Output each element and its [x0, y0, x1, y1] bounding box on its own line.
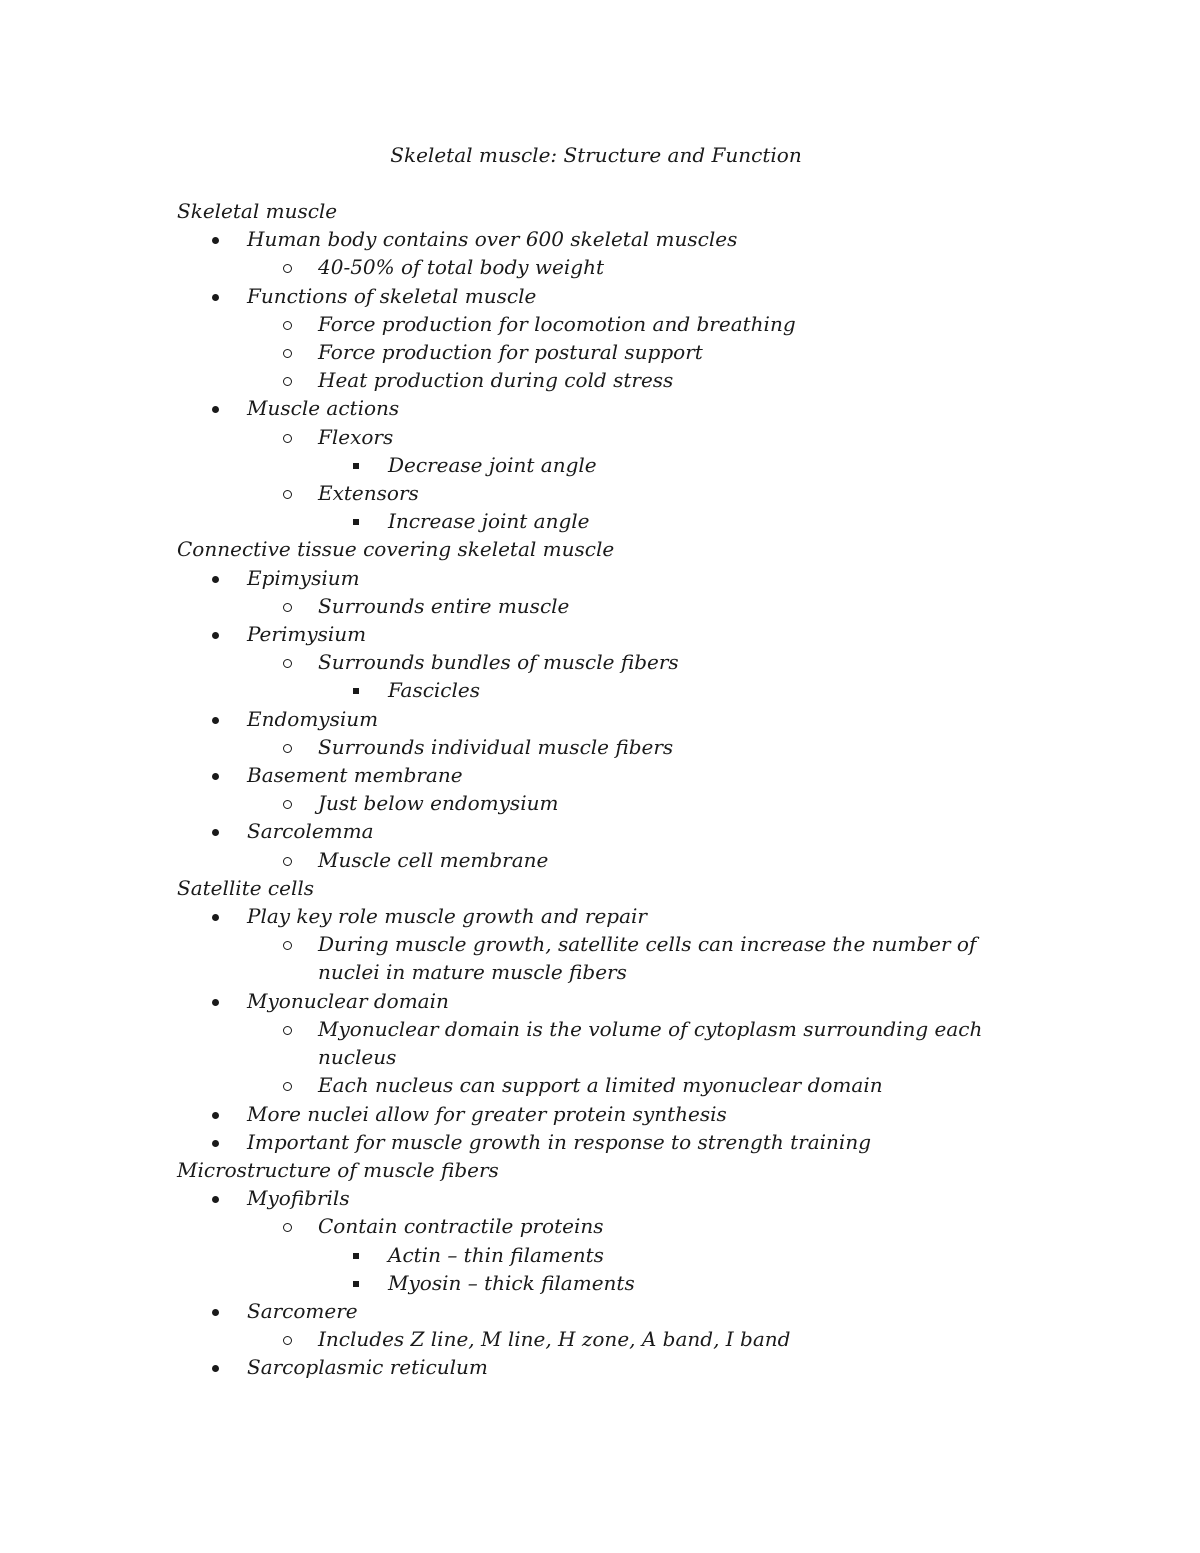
outline [177, 197, 1037, 1382]
item-text: Myonuclear domain is the volume of cytoplasm surrounding each nucleus [318, 1016, 983, 1070]
item-text: Myosin – thick filaments [388, 1270, 635, 1295]
item-text: Just below endomysium [318, 791, 559, 816]
list-item [177, 817, 1037, 845]
section-heading [177, 535, 1037, 563]
bullet-dot-icon [212, 914, 219, 921]
list-item [177, 394, 1037, 422]
square-bullet-icon [353, 463, 359, 469]
square-bullet-icon [353, 1281, 359, 1287]
hollow-circle-bullet-icon [283, 321, 292, 330]
hollow-circle-bullet-icon [283, 349, 292, 358]
item-text: Each nucleus can support a limited myonuclear domain [318, 1073, 883, 1098]
list-item [177, 282, 1037, 310]
item-text: Human body contains over 600 skeletal muscles [247, 227, 738, 252]
item-text: Actin – thin filaments [388, 1242, 604, 1267]
list-item [177, 592, 1037, 620]
bullet-dot-icon [212, 1309, 219, 1316]
item-text: Endomysium [247, 706, 379, 731]
item-text: Basement membrane [247, 763, 463, 788]
hollow-circle-bullet-icon [283, 1082, 292, 1091]
list-item [177, 253, 1037, 281]
list-item [177, 620, 1037, 648]
hollow-circle-bullet-icon [283, 941, 292, 950]
item-text: Important for muscle growth in response to strength training [247, 1129, 872, 1154]
item-text: More nuclei allow for greater protein synthesis [247, 1101, 727, 1126]
list-item [177, 366, 1037, 394]
item-text: Contain contractile proteins [318, 1214, 604, 1239]
hollow-circle-bullet-icon [283, 377, 292, 386]
bullet-dot-icon [212, 1112, 219, 1119]
hollow-circle-bullet-icon [283, 1336, 292, 1345]
item-text: Muscle cell membrane [318, 847, 549, 872]
item-text: Decrease joint angle [388, 452, 597, 477]
bullet-dot-icon [212, 1140, 219, 1147]
item-text: Surrounds entire muscle [318, 593, 570, 618]
item-text: Perimysium [247, 622, 367, 647]
square-bullet-icon [353, 688, 359, 694]
item-text: Epimysium [247, 565, 360, 590]
square-bullet-icon [353, 519, 359, 525]
page-title: Skeletal muscle: Structure and Function [390, 143, 802, 167]
item-text: Includes Z line, M line, H zone, A band, I band [318, 1327, 791, 1352]
bullet-dot-icon [212, 294, 219, 301]
item-text: Satellite cells [177, 875, 315, 900]
hollow-circle-bullet-icon [283, 603, 292, 612]
list-item [177, 1071, 1037, 1099]
list-item [177, 310, 1037, 338]
list-item [177, 423, 1037, 451]
bullet-dot-icon [212, 632, 219, 639]
item-text: 40-50% of total body weight [318, 255, 604, 280]
item-text: Sarcoplasmic reticulum [247, 1355, 488, 1380]
item-text: Surrounds individual muscle fibers [318, 734, 674, 759]
list-item [177, 930, 1037, 986]
bullet-dot-icon [212, 999, 219, 1006]
list-item [177, 1212, 1037, 1240]
hollow-circle-bullet-icon [283, 1223, 292, 1232]
list-item [177, 1241, 1037, 1269]
list-item [177, 789, 1037, 817]
list-item [177, 987, 1037, 1015]
item-text: Extensors [318, 481, 419, 506]
list-item [177, 1100, 1037, 1128]
list-item [177, 1128, 1037, 1156]
item-text: Flexors [318, 424, 394, 449]
item-text: Sarcolemma [247, 819, 374, 844]
item-text: Fascicles [388, 678, 481, 703]
hollow-circle-bullet-icon [283, 264, 292, 273]
list-item [177, 902, 1037, 930]
list-item [177, 1325, 1037, 1353]
item-text: Myonuclear domain [247, 988, 449, 1013]
item-text: Connective tissue covering skeletal muscle [177, 537, 615, 562]
hollow-circle-bullet-icon [283, 800, 292, 809]
item-text: Myofibrils [247, 1186, 350, 1211]
hollow-circle-bullet-icon [283, 490, 292, 499]
bullet-dot-icon [212, 576, 219, 583]
list-item [177, 846, 1037, 874]
item-text: Sarcomere [247, 1298, 358, 1323]
item-text: Force production for locomotion and breathing [318, 311, 796, 336]
section-heading [177, 874, 1037, 902]
list-item [177, 338, 1037, 366]
item-text: During muscle growth, satellite cells can increase the number of nuclei in mature muscle fibers [318, 932, 977, 985]
list-item [177, 507, 1037, 535]
bullet-dot-icon [212, 1365, 219, 1372]
square-bullet-icon [353, 1253, 359, 1259]
section-heading [177, 1156, 1037, 1184]
item-text: Surrounds bundles of muscle fibers [318, 650, 679, 675]
bullet-dot-icon [212, 829, 219, 836]
item-text: Increase joint angle [388, 509, 590, 534]
list-item [177, 451, 1037, 479]
list-item [177, 1015, 1037, 1071]
list-item [177, 648, 1037, 676]
item-text: Skeletal muscle [177, 199, 338, 223]
item-text: Force production for postural support [318, 340, 703, 365]
bullet-dot-icon [212, 1196, 219, 1203]
item-text: Heat production during cold stress [318, 368, 674, 393]
bullet-dot-icon [212, 773, 219, 780]
hollow-circle-bullet-icon [283, 659, 292, 668]
bullet-dot-icon [212, 406, 219, 413]
list-item [177, 225, 1037, 253]
item-text: Microstructure of muscle fibers [177, 1157, 499, 1182]
hollow-circle-bullet-icon [283, 857, 292, 866]
bullet-dot-icon [212, 237, 219, 244]
list-item [177, 676, 1037, 704]
section-heading [177, 197, 1037, 225]
list-item [177, 1297, 1037, 1325]
hollow-circle-bullet-icon [283, 1026, 292, 1035]
list-item [177, 564, 1037, 592]
list-item [177, 479, 1037, 507]
hollow-circle-bullet-icon [283, 434, 292, 443]
list-item [177, 705, 1037, 733]
list-item [177, 1269, 1037, 1297]
list-item [177, 761, 1037, 789]
hollow-circle-bullet-icon [283, 744, 292, 753]
list-item [177, 733, 1037, 761]
item-text: Muscle actions [247, 396, 400, 421]
item-text: Play key role muscle growth and repair [247, 904, 647, 929]
item-text: Functions of skeletal muscle [247, 283, 537, 308]
list-item [177, 1353, 1037, 1381]
list-item [177, 1184, 1037, 1212]
bullet-dot-icon [212, 717, 219, 724]
